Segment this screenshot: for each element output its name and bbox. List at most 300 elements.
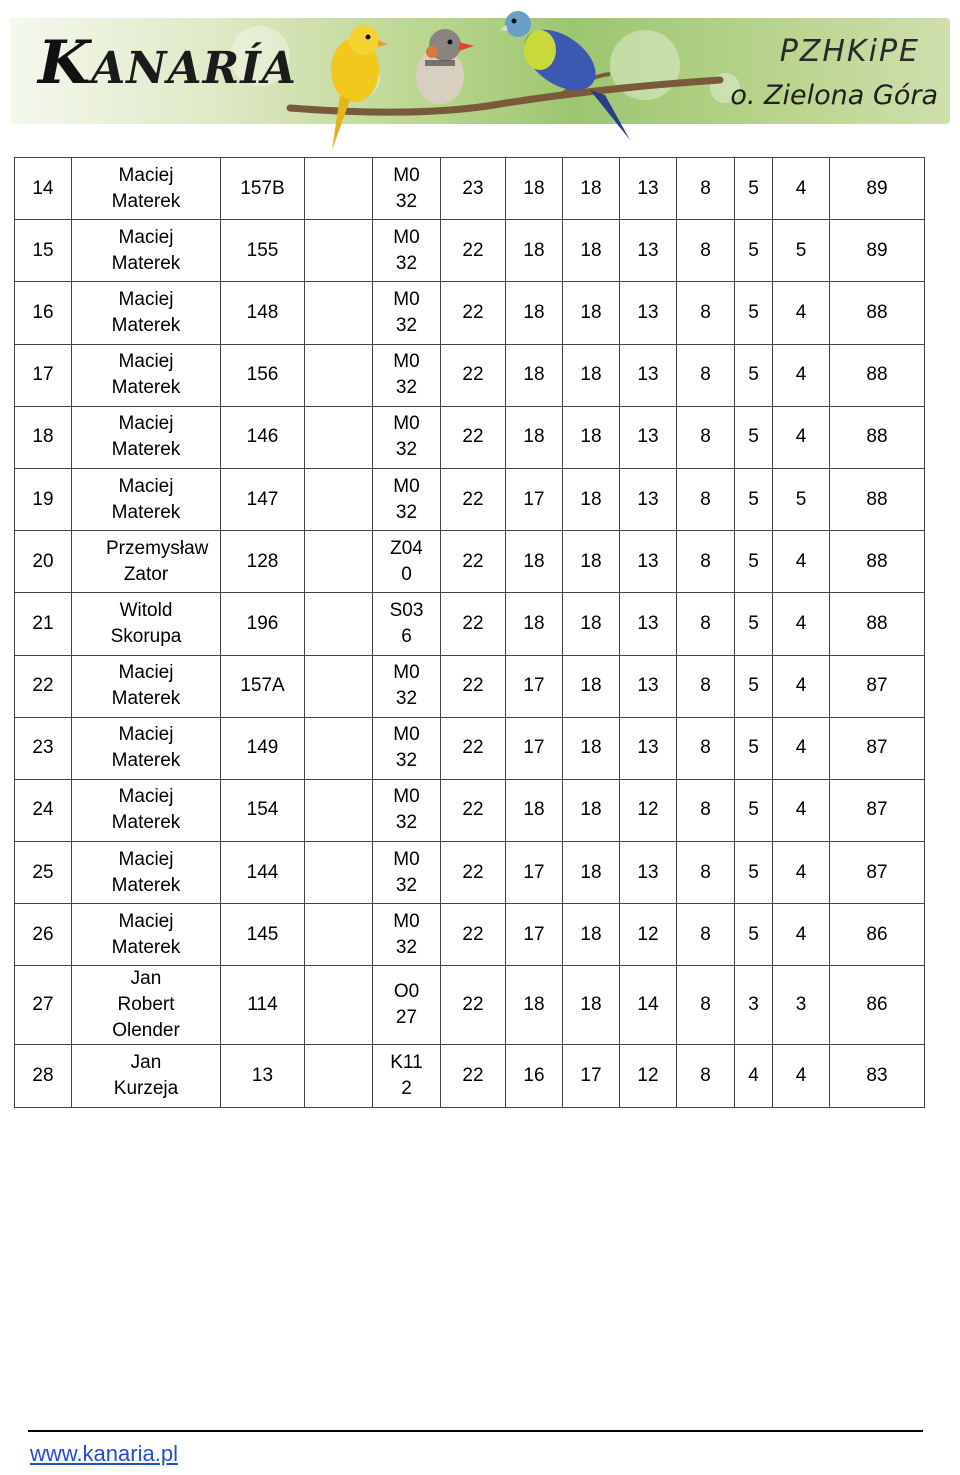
total-cell: [830, 966, 925, 1045]
cls-value: Z040: [390, 537, 423, 585]
score-cell: [677, 282, 735, 344]
exhibitor-name: Maciej Materek: [111, 910, 181, 958]
total-cell: [830, 717, 925, 779]
exhibitor-name: Przemysław Zator: [106, 537, 209, 585]
s7-value: 4: [795, 675, 807, 697]
table-row: [15, 468, 925, 530]
s6-value: 4: [748, 1065, 759, 1087]
parakeet-icon: [500, 11, 630, 140]
s6-value: 5: [748, 861, 759, 883]
blank-cell: [305, 966, 373, 1045]
s6-value: 5: [748, 923, 759, 945]
s4-value: 12: [637, 1065, 659, 1087]
s4-value: 13: [637, 612, 659, 634]
score-cell: [735, 593, 773, 655]
score-cell: [735, 468, 773, 530]
s7-value: 4: [795, 550, 807, 572]
score-cell: [735, 344, 773, 406]
total-value: 87: [866, 737, 888, 759]
place-cell: [15, 531, 72, 593]
total-cell: [830, 1045, 925, 1107]
exhibitor-cell: [72, 531, 221, 593]
cls-value: M032: [393, 351, 420, 399]
cls-value: S036: [389, 599, 424, 647]
s6-value: 5: [748, 364, 759, 386]
s3-value: 18: [580, 612, 602, 634]
s7-value: 5: [795, 239, 807, 261]
score-cell: [441, 406, 506, 468]
place-value: 23: [32, 737, 54, 759]
place-cell: [15, 593, 72, 655]
s7-value: 4: [795, 177, 807, 199]
ring-number-cell: [221, 966, 305, 1045]
score-cell: [620, 468, 677, 530]
exhibitor-name: Jan Kurzeja: [113, 1052, 179, 1100]
s1-value: 22: [462, 799, 484, 821]
s4-value: 13: [637, 737, 659, 759]
ring-number-cell: [221, 1045, 305, 1107]
blank-cell: [305, 717, 373, 779]
score-cell: [773, 158, 830, 220]
score-cell: [620, 655, 677, 717]
ring-value: 156: [246, 364, 279, 386]
score-cell: [563, 966, 620, 1045]
s1-value: 22: [462, 301, 484, 323]
score-cell: [506, 406, 563, 468]
ring-number-cell: [221, 842, 305, 904]
place-value: 17: [32, 364, 54, 386]
s5-value: 8: [700, 364, 711, 386]
s2-value: 18: [523, 177, 545, 199]
place-value: 18: [32, 426, 54, 448]
s1-value: 22: [462, 612, 484, 634]
score-cell: [620, 842, 677, 904]
s2-value: 17: [523, 861, 545, 883]
blank-cell: [305, 655, 373, 717]
s7-value: 4: [795, 923, 807, 945]
score-cell: [620, 1045, 677, 1107]
ring-number-cell: [221, 717, 305, 779]
score-cell: [677, 468, 735, 530]
score-cell: [506, 655, 563, 717]
s7-value: 4: [795, 799, 807, 821]
s4-value: 13: [637, 426, 659, 448]
blank-cell: [305, 344, 373, 406]
place-cell: [15, 904, 72, 966]
exhibitor-name: Maciej Materek: [111, 164, 181, 212]
score-cell: [677, 593, 735, 655]
cls-value: M032: [393, 475, 420, 523]
ring-number-cell: [221, 282, 305, 344]
exhibitor-name: Maciej Materek: [111, 226, 181, 274]
s2-value: 18: [523, 799, 545, 821]
table-row: [15, 282, 925, 344]
score-cell: [506, 904, 563, 966]
s5-value: 8: [700, 612, 711, 634]
total-value: 89: [866, 177, 888, 199]
place-value: 27: [32, 994, 54, 1016]
exhibitor-cell: [72, 406, 221, 468]
ring-value: 147: [246, 488, 279, 510]
ring-number-cell: [221, 593, 305, 655]
s2-value: 17: [523, 488, 545, 510]
table-row: [15, 220, 925, 282]
exhibitor-cell: [72, 842, 221, 904]
exhibitor-name: Witold Skorupa: [110, 599, 182, 647]
exhibitor-name: Maciej Materek: [111, 413, 181, 461]
score-cell: [506, 344, 563, 406]
score-cell: [563, 842, 620, 904]
s6-value: 5: [748, 737, 759, 759]
finch-icon: [416, 29, 474, 104]
s5-value: 8: [700, 861, 711, 883]
s3-value: 18: [580, 550, 602, 572]
place-value: 22: [32, 675, 54, 697]
score-cell: [620, 966, 677, 1045]
s3-value: 17: [580, 1065, 602, 1087]
score-cell: [773, 1045, 830, 1107]
score-cell: [563, 220, 620, 282]
score-cell: [441, 904, 506, 966]
score-cell: [563, 779, 620, 841]
score-cell: [773, 344, 830, 406]
score-cell: [677, 220, 735, 282]
score-cell: [506, 468, 563, 530]
place-cell: [15, 406, 72, 468]
website-link[interactable]: www.kanaria.pl: [30, 1441, 178, 1466]
score-cell: [773, 282, 830, 344]
score-cell: [677, 344, 735, 406]
place-cell: [15, 779, 72, 841]
score-cell: [735, 966, 773, 1045]
s2-value: 17: [523, 675, 545, 697]
score-cell: [563, 344, 620, 406]
place-value: 19: [32, 488, 54, 510]
class-code-cell: [373, 282, 441, 344]
score-cell: [506, 593, 563, 655]
table-row: [15, 904, 925, 966]
score-cell: [620, 158, 677, 220]
s4-value: 13: [637, 301, 659, 323]
score-cell: [506, 531, 563, 593]
table-row: [15, 655, 925, 717]
exhibitor-cell: [72, 282, 221, 344]
s5-value: 8: [700, 923, 711, 945]
total-value: 88: [866, 364, 888, 386]
ring-value: 144: [246, 861, 279, 883]
exhibitor-cell: [72, 779, 221, 841]
s4-value: 13: [637, 488, 659, 510]
score-cell: [677, 406, 735, 468]
exhibitor-name: Maciej Materek: [111, 724, 181, 772]
score-cell: [735, 1045, 773, 1107]
blank-cell: [305, 1045, 373, 1107]
total-value: 87: [866, 799, 888, 821]
s6-value: 5: [748, 239, 759, 261]
s4-value: 14: [637, 994, 659, 1016]
score-cell: [563, 282, 620, 344]
score-cell: [563, 468, 620, 530]
score-cell: [620, 593, 677, 655]
ring-number-cell: [221, 158, 305, 220]
score-cell: [773, 468, 830, 530]
s5-value: 8: [700, 994, 711, 1016]
cls-value: M032: [393, 662, 420, 710]
s3-value: 18: [580, 488, 602, 510]
score-cell: [563, 158, 620, 220]
s1-value: 22: [462, 550, 484, 572]
total-value: 88: [866, 426, 888, 448]
s6-value: 5: [748, 301, 759, 323]
s3-value: 18: [580, 177, 602, 199]
total-cell: [830, 344, 925, 406]
cls-value: M032: [393, 910, 420, 958]
s1-value: 22: [462, 923, 484, 945]
s6-value: 5: [748, 675, 759, 697]
score-cell: [441, 593, 506, 655]
class-code-cell: [373, 1045, 441, 1107]
total-value: 87: [866, 861, 888, 883]
total-value: 88: [866, 488, 888, 510]
score-cell: [677, 158, 735, 220]
score-cell: [773, 842, 830, 904]
place-cell: [15, 468, 72, 530]
s7-value: 3: [795, 994, 807, 1016]
exhibitor-cell: [72, 344, 221, 406]
score-cell: [506, 282, 563, 344]
score-cell: [773, 904, 830, 966]
score-cell: [620, 904, 677, 966]
score-cell: [506, 158, 563, 220]
blank-cell: [305, 220, 373, 282]
s5-value: 8: [700, 799, 711, 821]
total-cell: [830, 655, 925, 717]
canary-icon: [331, 25, 388, 150]
score-cell: [563, 655, 620, 717]
blank-cell: [305, 406, 373, 468]
results-table: [14, 157, 925, 1108]
score-cell: [620, 531, 677, 593]
score-cell: [773, 220, 830, 282]
s7-value: 5: [795, 488, 807, 510]
score-cell: [563, 904, 620, 966]
score-cell: [620, 282, 677, 344]
s6-value: 5: [748, 426, 759, 448]
ring-value: 148: [246, 301, 279, 323]
score-cell: [773, 717, 830, 779]
exhibitor-cell: [72, 220, 221, 282]
place-value: 26: [32, 923, 54, 945]
class-code-cell: [373, 406, 441, 468]
ring-value: 145: [246, 923, 279, 945]
s6-value: 3: [748, 994, 759, 1016]
place-value: 16: [32, 301, 54, 323]
ring-number-cell: [221, 904, 305, 966]
s1-value: 23: [462, 177, 484, 199]
blank-cell: [305, 593, 373, 655]
class-code-cell: [373, 842, 441, 904]
s2-value: 18: [523, 550, 545, 572]
place-cell: [15, 282, 72, 344]
class-code-cell: [373, 904, 441, 966]
score-cell: [506, 220, 563, 282]
ring-value: 155: [246, 239, 279, 261]
place-value: 20: [32, 550, 54, 572]
ring-number-cell: [221, 531, 305, 593]
exhibitor-name: Maciej Materek: [111, 848, 181, 896]
score-cell: [773, 406, 830, 468]
place-value: 25: [32, 861, 54, 883]
s7-value: 4: [795, 301, 807, 323]
score-cell: [441, 468, 506, 530]
s5-value: 8: [700, 239, 711, 261]
score-cell: [677, 842, 735, 904]
s7-value: 4: [795, 364, 807, 386]
s3-value: 18: [580, 861, 602, 883]
s1-value: 22: [462, 1065, 484, 1087]
s7-value: 4: [795, 426, 807, 448]
score-cell: [563, 593, 620, 655]
s4-value: 13: [637, 550, 659, 572]
score-cell: [441, 779, 506, 841]
place-cell: [15, 655, 72, 717]
s5-value: 8: [700, 301, 711, 323]
score-cell: [441, 966, 506, 1045]
exhibitor-name: Jan Robert Olender: [112, 968, 180, 1042]
table-row: [15, 344, 925, 406]
place-cell: [15, 344, 72, 406]
club-name: PZHKiPE: [779, 34, 920, 69]
s3-value: 18: [580, 675, 602, 697]
score-cell: [677, 531, 735, 593]
cls-value: M032: [393, 786, 420, 834]
place-value: 14: [32, 177, 54, 199]
s4-value: 12: [637, 923, 659, 945]
place-cell: [15, 1045, 72, 1107]
score-cell: [773, 779, 830, 841]
class-code-cell: [373, 717, 441, 779]
score-cell: [677, 779, 735, 841]
table-row: [15, 531, 925, 593]
s3-value: 18: [580, 994, 602, 1016]
s6-value: 5: [748, 177, 759, 199]
score-cell: [563, 717, 620, 779]
exhibitor-name: Maciej Materek: [111, 288, 181, 336]
s1-value: 22: [462, 364, 484, 386]
place-value: 28: [32, 1065, 54, 1087]
total-cell: [830, 842, 925, 904]
table-row: [15, 406, 925, 468]
cls-value: M032: [393, 724, 420, 772]
s4-value: 13: [637, 239, 659, 261]
score-cell: [620, 779, 677, 841]
s1-value: 22: [462, 994, 484, 1016]
total-cell: [830, 406, 925, 468]
s6-value: 5: [748, 612, 759, 634]
score-cell: [441, 531, 506, 593]
cls-value: M032: [393, 288, 420, 336]
score-cell: [506, 717, 563, 779]
s4-value: 13: [637, 861, 659, 883]
s3-value: 18: [580, 799, 602, 821]
s5-value: 8: [700, 550, 711, 572]
s5-value: 8: [700, 488, 711, 510]
cls-value: M032: [393, 413, 420, 461]
table-row: [15, 779, 925, 841]
s2-value: 18: [523, 612, 545, 634]
class-code-cell: [373, 593, 441, 655]
ring-number-cell: [221, 344, 305, 406]
s2-value: 18: [523, 239, 545, 261]
s5-value: 8: [700, 1065, 711, 1087]
total-value: 88: [866, 301, 888, 323]
s4-value: 13: [637, 177, 659, 199]
blank-cell: [305, 904, 373, 966]
score-cell: [563, 1045, 620, 1107]
score-cell: [677, 904, 735, 966]
exhibitor-cell: [72, 1045, 221, 1107]
score-cell: [735, 531, 773, 593]
table-row: [15, 593, 925, 655]
ring-number-cell: [221, 406, 305, 468]
s3-value: 18: [580, 301, 602, 323]
score-cell: [677, 966, 735, 1045]
class-code-cell: [373, 531, 441, 593]
s1-value: 22: [462, 426, 484, 448]
exhibitor-name: Maciej Materek: [111, 351, 181, 399]
place-value: 21: [32, 612, 54, 634]
score-cell: [735, 842, 773, 904]
score-cell: [620, 220, 677, 282]
exhibitor-cell: [72, 593, 221, 655]
ring-number-cell: [221, 468, 305, 530]
s7-value: 4: [795, 861, 807, 883]
club-branch: o. Zielona Góra: [730, 80, 938, 111]
s5-value: 8: [700, 426, 711, 448]
kanaria-logo: KANARÍA: [38, 28, 297, 98]
ring-value: 154: [246, 799, 279, 821]
s2-value: 17: [523, 923, 545, 945]
s5-value: 8: [700, 675, 711, 697]
s1-value: 22: [462, 488, 484, 510]
class-code-cell: [373, 779, 441, 841]
score-cell: [563, 531, 620, 593]
score-cell: [735, 406, 773, 468]
table-row: [15, 158, 925, 220]
s1-value: 22: [462, 861, 484, 883]
score-cell: [735, 220, 773, 282]
score-cell: [735, 904, 773, 966]
s1-value: 22: [462, 239, 484, 261]
s7-value: 4: [795, 737, 807, 759]
score-cell: [506, 1045, 563, 1107]
ring-value: 157B: [240, 177, 285, 199]
exhibitor-name: Maciej Materek: [111, 662, 181, 710]
total-cell: [830, 779, 925, 841]
s6-value: 5: [748, 550, 759, 572]
place-cell: [15, 966, 72, 1045]
score-cell: [735, 779, 773, 841]
score-cell: [506, 779, 563, 841]
score-cell: [441, 842, 506, 904]
place-cell: [15, 842, 72, 904]
ring-number-cell: [221, 220, 305, 282]
exhibitor-cell: [72, 468, 221, 530]
total-value: 89: [866, 239, 888, 261]
exhibitor-cell: [72, 904, 221, 966]
total-value: 87: [866, 675, 888, 697]
score-cell: [506, 966, 563, 1045]
